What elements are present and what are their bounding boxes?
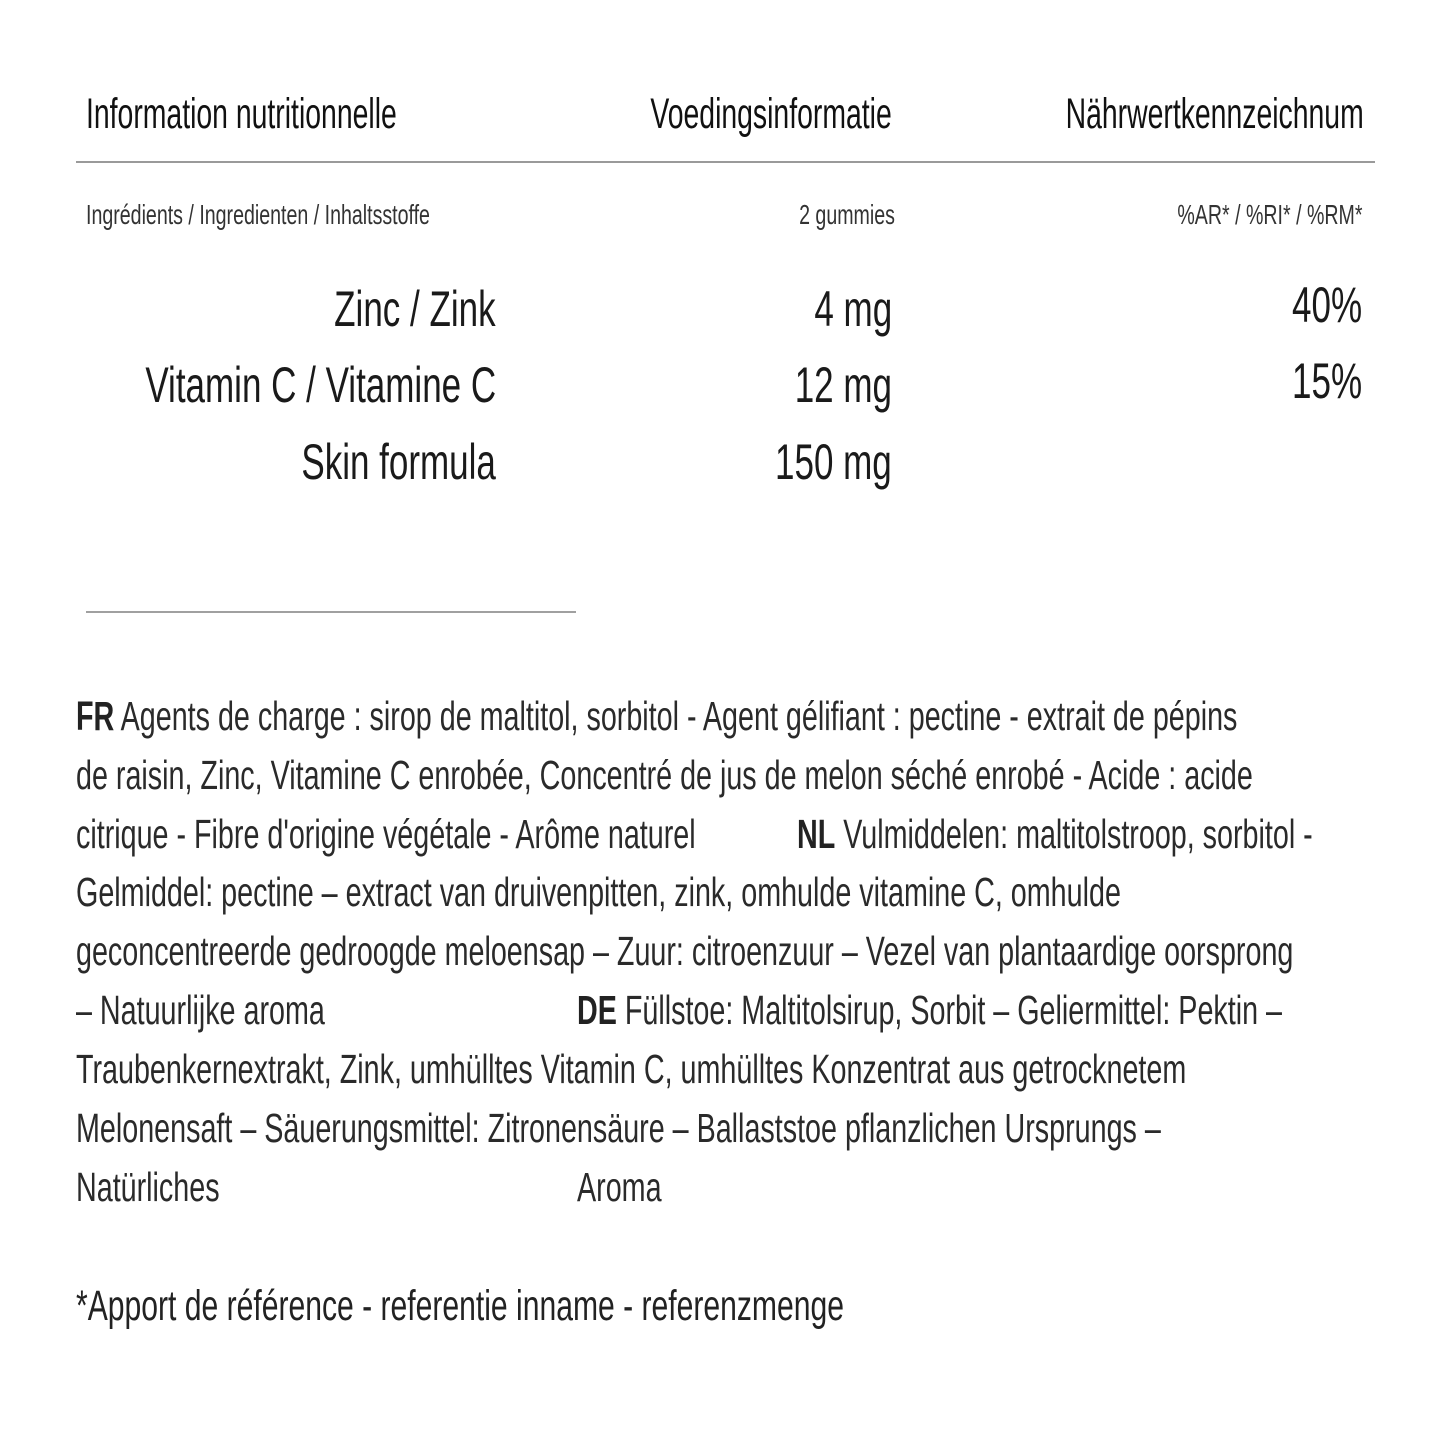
nutrient-amount: 4 mg [814, 281, 892, 337]
ingredients-line [76, 1039, 1450, 1099]
ingredients-text: de raisin, Zinc, Vitamine C enrobée, Concentré de jus de melon séché enrobé - Acide : acide [76, 752, 1253, 798]
subheader-reference [1098, 198, 1363, 232]
ingredients-text: Natürliches [76, 1164, 220, 1210]
ingredients-line [76, 686, 1450, 746]
ingredients-text: Vulmiddelen: maltitolstroop, sorbitol - [835, 811, 1313, 857]
nutrient-amount: 150 mg [775, 434, 892, 490]
header-de-label: Nährwertkennzeichnum [1065, 90, 1364, 138]
ingredients-text: – Natuurlijke aroma [76, 987, 325, 1033]
nutrient-row [0, 355, 1450, 415]
header-fr [86, 88, 557, 140]
ingredients-line [577, 980, 1450, 1040]
lang-code-nl: NL [797, 811, 836, 857]
subheader-ingredients [86, 198, 577, 232]
lang-code-de: DE [577, 987, 617, 1033]
ingredients-line [76, 745, 1450, 805]
nutrient-amount: 12 mg [794, 357, 892, 413]
ingredients-line [76, 921, 1450, 981]
ingredients-line [577, 1157, 698, 1217]
ingredients-text: geconcentreerde gedroogde meloensap – Zuur: citroenzuur – Vezel van plantaardige oorsprong [76, 928, 1294, 974]
nutrient-name: Skin formula [301, 434, 496, 490]
footnote [76, 1278, 1173, 1334]
ingredients-text: Aroma [577, 1164, 662, 1210]
nutrient-row [0, 279, 1450, 339]
subheader-serving-label: 2 gummies [799, 199, 895, 230]
ingredients-line [76, 1098, 1450, 1158]
subheader-reference-label: %AR* / %RI* / %RM* [1176, 199, 1362, 230]
ingredients-line [76, 980, 432, 1040]
nutrient-percent: 40% [1291, 277, 1362, 333]
ingredients-text: Agents de charge : sirop de maltitol, sorbitol - Agent gélifiant : pectine - extrait de pépins [114, 693, 1238, 739]
section-divider [86, 611, 576, 613]
ingredients-text: Traubenkernextrakt, Zink, umhülltes Vitamin C, umhülltes Konzentrat aus getrocknetem [76, 1046, 1187, 1092]
ingredients-text: Melonensaft – Säuerungsmittel: Zitronensäure – Ballaststoe pflanzlichen Ursprungs – [76, 1105, 1161, 1151]
ingredients-text: citrique - Fibre d'origine végétale - Arôme naturel [76, 811, 696, 857]
header-nl [526, 88, 892, 140]
ingredients-line [76, 1157, 281, 1217]
footnote-text: *Apport de référence - referentie inname - referenzmenge [76, 1282, 844, 1330]
nutrient-row [0, 432, 1450, 492]
lang-code-fr: FR [76, 693, 115, 739]
header-fr-label: Information nutritionnelle [86, 90, 397, 138]
ingredients-line [797, 804, 1450, 864]
nutrient-percent: 15% [1291, 353, 1362, 409]
header-nl-label: Voedingsinformatie [650, 90, 892, 138]
ingredients-text: Gelmiddel: pectine – extract van druivenpitten, zink, omhulde vitamine C, omhulde [76, 869, 1121, 915]
ingredients-text: Füllstoe: Maltitolsirup, Sorbit – Geliermittel: Pektin – [616, 987, 1283, 1033]
header-divider [76, 161, 1375, 163]
ingredients-line [76, 862, 1450, 922]
nutrient-name: Vitamin C / Vitamine C [145, 357, 496, 413]
nutrient-name: Zinc / Zink [334, 281, 496, 337]
subheader-ingredients-label: Ingrédients / Ingredienten / Inhaltsstoffe [86, 199, 430, 230]
subheader-serving [758, 198, 895, 232]
header-de [912, 88, 1364, 140]
